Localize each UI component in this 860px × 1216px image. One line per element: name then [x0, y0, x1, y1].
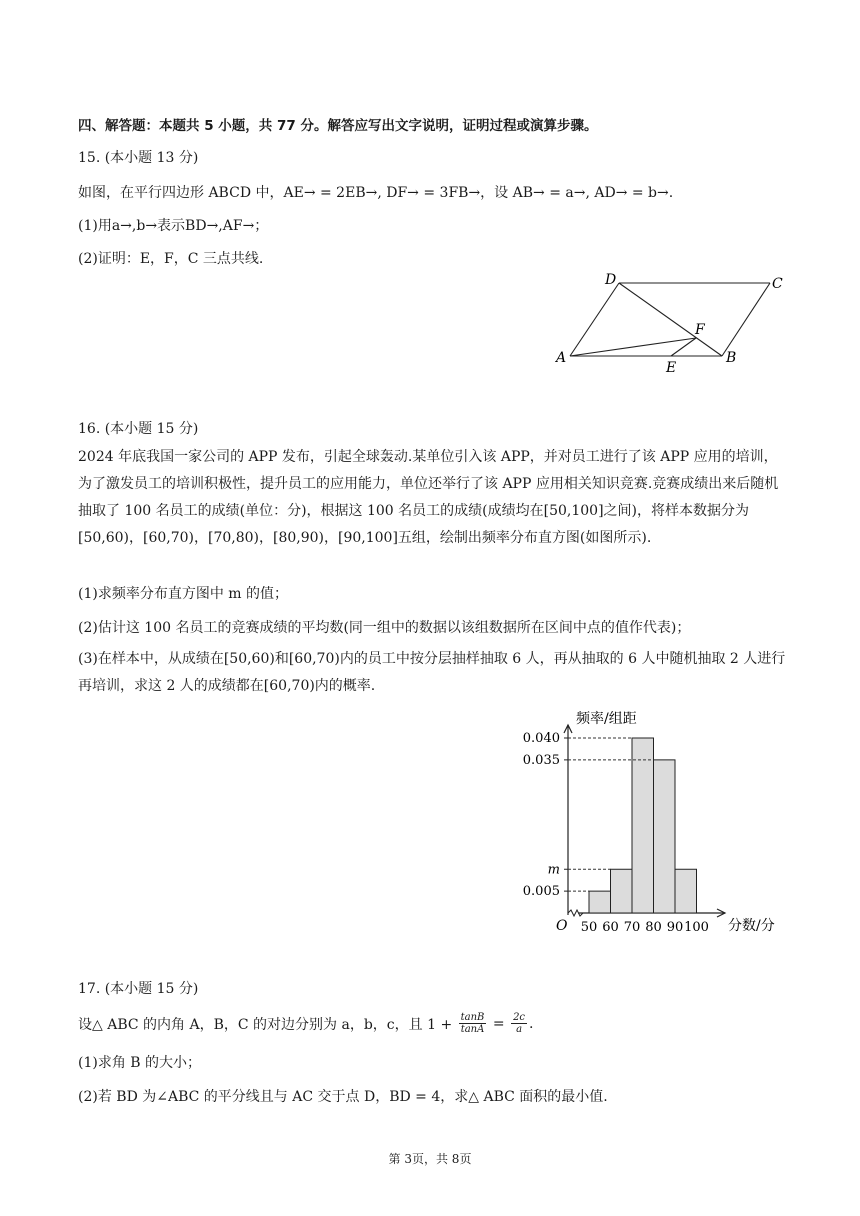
y-tick-label: 0.005 — [522, 884, 560, 900]
histogram-bar — [675, 869, 697, 913]
q17-header: 17. (本小题 15 分) — [78, 981, 199, 997]
axis-break — [568, 910, 588, 916]
q17-stem — [78, 1012, 533, 1035]
x-axis-label: 分数/分 — [728, 918, 775, 934]
section-heading: 四、解答题：本题共 5 小题，共 77 分。解答应写出文字说明，证明过程或演算步骤。 — [78, 118, 598, 134]
q17-frac2-num: 2c — [513, 1012, 526, 1023]
label-f: F — [695, 322, 705, 338]
y-axis-label: 频率/组距 — [576, 711, 637, 727]
label-c: C — [772, 276, 783, 292]
q17-frac1-num: tanB — [460, 1012, 485, 1023]
side-da — [570, 283, 619, 356]
q16-part3: (3)在样本中，从成绩在[50,60)和[60,70)内的员工中按分层抽样抽取 6 人，再从抽取的 6 人中随机抽取 2 人进行再培训，求这 2 人的成绩都在[60,70)内的概率. — [78, 651, 786, 694]
y-tick-label: 0.040 — [522, 731, 560, 746]
side-bc — [722, 283, 770, 356]
x-tick-label: 80 — [645, 920, 662, 935]
q17-frac1-den: tanA — [460, 1024, 485, 1035]
label-e: E — [666, 360, 677, 376]
q16-part1: (1)求频率分布直方图中 m 的值； — [78, 586, 289, 602]
q15-stem: 如图，在平行四边形 ABCD 中，AE→ = 2EB→, DF→ = 3FB→，设 AB→ = a→, AD→ = b→. — [78, 185, 674, 201]
x-tick-label: 60 — [602, 920, 619, 935]
label-d: D — [605, 272, 617, 288]
x-tick-label: 90 — [666, 920, 684, 935]
q15-header: 15. (本小题 13 分) — [78, 150, 199, 166]
parallelogram-figure — [550, 268, 790, 376]
q15-part1: (1)用a→,b→表示BD→,AF→； — [78, 218, 269, 234]
label-b: B — [726, 350, 737, 366]
q17-part1: (1)求角 B 的大小； — [78, 1055, 202, 1071]
frequency-histogram — [510, 705, 800, 940]
q17-stem-post: . — [529, 1015, 534, 1032]
y-tick-label: 0.035 — [522, 752, 560, 768]
histogram-bar — [654, 760, 676, 913]
y-tick-label: m — [547, 862, 560, 878]
histogram-bar — [632, 738, 654, 913]
q17-stem-pre: 设△ ABC 的内角 A，B，C 的对边分别为 a，b，c，且 1 + — [78, 1016, 457, 1033]
q16-part2: (2)估计这 100 名员工的竞赛成绩的平均数(同一组中的数据以该组数据所在区间中点的值作代表)； — [78, 620, 691, 636]
label-a: A — [556, 350, 567, 366]
q15-part2: (2)证明：E，F，C 三点共线. — [78, 251, 264, 267]
x-tick-label: 50 — [580, 920, 598, 935]
diagonal-db — [619, 283, 722, 356]
q16-stem: 2024 年底我国一家公司的 APP 发布，引起全球轰动.某单位引入该 APP，并对员工进行了该 APP 应用的培训，为了激发员工的培训积极性，提升员工的应用能力，单位还举行了该 APP 应用相关知识竞赛.竞赛成绩出来后随机抽取了 100 名员工的成绩(单位：分)，根据这 100 名员工的成绩(成绩均在[50,100]之间)，将样本数据分为[50,60)，[60,70)，[70,80)，[80,90)，[90,100]五组，绘制出频率分布直方图(如图所示). — [78, 449, 779, 546]
q17-equals: = — [488, 1015, 510, 1032]
origin-label: O — [556, 918, 568, 934]
x-tick-label: 100 — [684, 920, 709, 935]
q17-frac2-den: a — [516, 1024, 523, 1035]
q17-fraction-1 — [459, 1012, 487, 1035]
segment-af — [570, 338, 696, 356]
histogram-bar — [611, 869, 633, 913]
q16-header: 16. (本小题 15 分) — [78, 421, 199, 437]
page-footer: 第 3页，共 8页 — [388, 1152, 472, 1166]
q17-fraction-2 — [511, 1012, 527, 1035]
q17-part2: (2)若 BD 为∠ABC 的平分线且与 AC 交于点 D，BD = 4，求△ ABC 面积的最小值. — [78, 1089, 608, 1105]
histogram-bar — [589, 891, 611, 913]
x-tick-label: 70 — [623, 920, 641, 935]
